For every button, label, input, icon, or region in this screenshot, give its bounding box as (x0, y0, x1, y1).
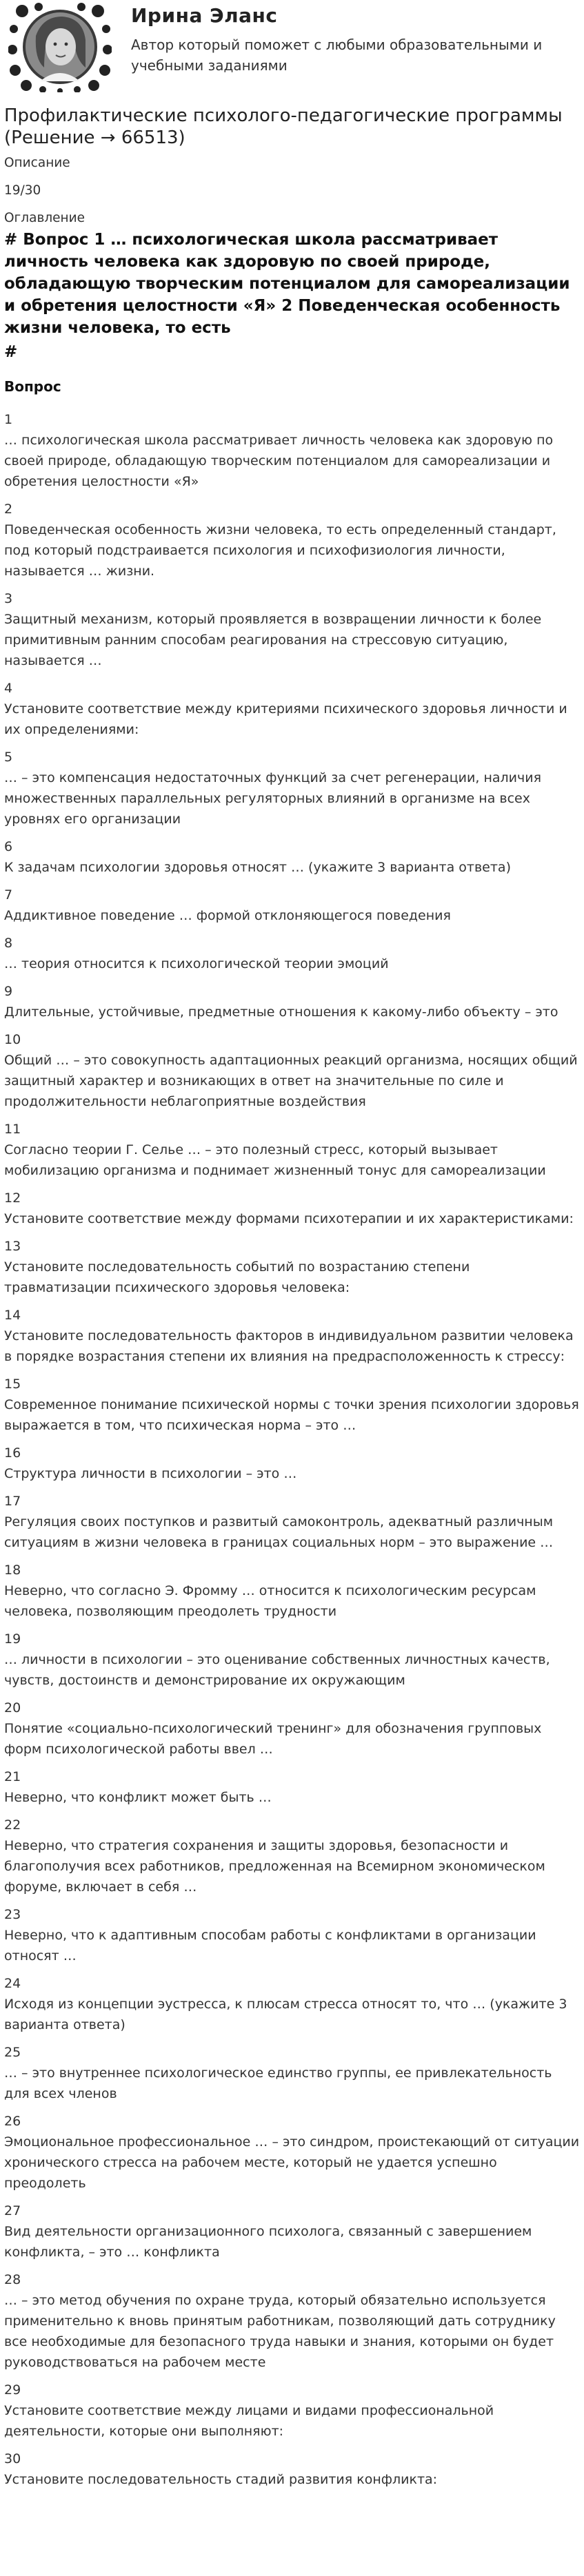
question-item (4, 1491, 580, 1553)
question-text: … – это метод обучения по охране труда, который обязательно используется применительно к вновь принятым работникам, позволяющий дать сотруднику все необходимые для безопасного труда навыки и знания, которыми он будет руководствоваться на рабочем месте (4, 2293, 556, 2370)
question-number: 27 (4, 2203, 21, 2218)
question-item (4, 1815, 580, 1897)
question-item (4, 1029, 580, 1112)
question-number: 11 (4, 1122, 21, 1137)
question-number: 3 (4, 591, 13, 606)
question-text: Эмоциональное профессиональное … – это синдром, проистекающий от ситуации хронического стресса на рабочем месте, который не удается успешно преодолеть (4, 2134, 580, 2191)
question-number: 9 (4, 984, 13, 999)
question-item (4, 933, 580, 974)
question-item (4, 1766, 580, 1808)
question-item (4, 499, 580, 581)
hash-heading: # (4, 343, 18, 361)
question-item (4, 409, 580, 492)
question-item (4, 2449, 580, 2490)
question-text: Общий … – это совокупность адаптационных реакций организма, носящих общий защитный характер и возникающих в ответ на значительные по силе и продолжительности неблагоприятные воздействия (4, 1053, 578, 1109)
question-item (4, 2380, 580, 2442)
question-text: … личности в психологии – это оценивание собственных личностных качеств, чувств, достоинств и демонстрирование их окружающим (4, 1652, 550, 1688)
question-number: 30 (4, 2451, 21, 2466)
author-name[interactable]: Ирина Эланс (131, 4, 278, 27)
question-number: 21 (4, 1769, 21, 1784)
question-number: 5 (4, 750, 13, 765)
author-header (4, 0, 580, 96)
question-number: 1 (4, 412, 13, 427)
question-item (4, 2111, 580, 2194)
question-item (4, 1629, 580, 1691)
question-text: Неверно, что к адаптивным способам работы с конфликтами в организации относят … (4, 1928, 536, 1964)
question-text: Установите соответствие между лицами и видами профессиональной деятельности, которые они выполняют: (4, 2403, 494, 2439)
question-item (4, 1119, 580, 1181)
question-text: Регуляция своих поступков и развитый самоконтроль, адекватный различным ситуациям в жизни человека в границах социальных норм – это выражение … (4, 1514, 554, 1550)
question-number: 10 (4, 1032, 21, 1047)
question-item (4, 1443, 580, 1484)
question-item (4, 885, 580, 926)
question-text: Структура личности в психологии – это … (4, 1466, 297, 1481)
question-item (4, 1188, 580, 1229)
question-item (4, 981, 580, 1022)
question-text: Вид деятельности организационного психолога, связанный с завершением конфликта, – это … конфликта (4, 2224, 532, 2260)
question-number: 12 (4, 1191, 21, 1206)
question-text: Понятие «социально-психологический тренинг» для обозначения групповых форм психологической работы ввел … (4, 1721, 542, 1757)
question-item (4, 1560, 580, 1622)
question-number: 15 (4, 1377, 21, 1392)
question-item (4, 836, 580, 878)
question-number: 14 (4, 1308, 21, 1323)
question-item (4, 1698, 580, 1760)
question-text: … психологическая школа рассматривает личность человека как здоровую по своей природе, обладающую творческим потенциалом для самореализации и обретения целостности «Я» (4, 433, 554, 489)
question-list (4, 409, 580, 2490)
question-text: Поведенческая особенность жизни человека, то есть определенный стандарт, под который подстраивается психология и психофизиология личности, называется … жизни. (4, 522, 556, 579)
question-item (4, 1904, 580, 1966)
question-text: Согласно теории Г. Селье … – это полезный стресс, который вызывает мобилизацию организма и поднимает жизненный тонус для самореализации (4, 1142, 546, 1178)
question-number: 8 (4, 936, 13, 951)
toc-heading[interactable]: # Вопрос 1 … психологическая школа рассматривает личность человека как здоровую по своей природе, обладающую творческим потенциалом для самореализации и обретения целостности «Я» 2 Поведенческая особенность жизни человека, то есть (4, 231, 570, 337)
question-number: 13 (4, 1239, 21, 1254)
question-number: 24 (4, 1976, 21, 1991)
question-item (4, 1236, 580, 1298)
question-item (4, 1973, 580, 2035)
question-item (4, 1374, 580, 1436)
progress-counter: 19/30 (4, 183, 41, 198)
question-number: 23 (4, 1907, 21, 1922)
question-item (4, 2042, 580, 2104)
question-text: Защитный механизм, который проявляется в возвращении личности к более примитивным ранним способам реагирования на стрессовую ситуацию, называется … (4, 612, 542, 668)
question-number: 18 (4, 1563, 21, 1578)
page-title: Профилактические психолого-педагогические программы (Решение → 66513) (4, 105, 563, 148)
question-number: 7 (4, 887, 13, 903)
question-text: Неверно, что согласно Э. Фромму … относится к психологическим ресурсам человека, позволяющим преодолеть трудности (4, 1583, 536, 1619)
question-text: Аддиктивное поведение … формой отклоняющегося поведения (4, 908, 451, 923)
question-text: … – это внутреннее психологическое единство группы, ее привлекательность для всех членов (4, 2065, 552, 2101)
question-number: 17 (4, 1494, 21, 1509)
question-item (4, 678, 580, 740)
question-text: Длительные, устойчивые, предметные отношения к какому-либо объекту – это (4, 1004, 558, 1020)
toc-label: Оглавление (4, 211, 85, 225)
question-text: Установите последовательность стадий развития конфликта: (4, 2472, 438, 2487)
question-text: Современное понимание психической нормы с точки зрения психологии здоровья выражается в том, что психическая норма – это … (4, 1397, 579, 1433)
question-number: 6 (4, 839, 13, 854)
question-number: 29 (4, 2382, 21, 2398)
question-number: 22 (4, 1817, 21, 1833)
question-number: 28 (4, 2272, 21, 2287)
question-number: 4 (4, 681, 13, 696)
question-text: К задачам психологии здоровья относят … (укажите 3 варианта ответа) (4, 860, 511, 875)
question-number: 20 (4, 1700, 21, 1715)
question-item (4, 588, 580, 671)
question-text: Установите соответствие между критериями психического здоровья личности и их определениями: (4, 701, 567, 737)
question-text: Установите соответствие между формами психотерапии и их характеристиками: (4, 1211, 574, 1226)
question-number: 19 (4, 1631, 21, 1647)
question-item (4, 1305, 580, 1367)
question-text: … – это компенсация недостаточных функций за счет регенерации, наличия множественных параллельных регуляторных влияний в организме на всех уровнях его организации (4, 770, 542, 827)
question-item (4, 2201, 580, 2263)
question-number: 16 (4, 1445, 21, 1461)
question-number: 26 (4, 2114, 21, 2129)
question-heading: Вопрос (4, 378, 61, 395)
question-text: … теория относится к психологической теории эмоций (4, 956, 389, 971)
author-avatar[interactable] (8, 1, 112, 92)
question-item (4, 2269, 580, 2373)
question-text: Неверно, что конфликт может быть … (4, 1790, 272, 1805)
question-number: 2 (4, 502, 13, 517)
question-text: Неверно, что стратегия сохранения и защиты здоровья, безопасности и благополучия всех работников, предложенная на Всемирном экономическом форуме, включает в себя … (4, 1838, 545, 1895)
question-number: 25 (4, 2045, 21, 2060)
question-item (4, 747, 580, 830)
question-text: Установите последовательность событий по возрастанию степени травматизации психического здоровья человека: (4, 1259, 470, 1295)
question-text: Установите последовательность факторов в индивидуальном развитии человека в порядке возрастания степени их влияния на предрасположенность к стрессу: (4, 1328, 574, 1364)
author-description: Автор который поможет с любыми образовательными и учебными заданиями (131, 37, 543, 74)
question-text: Исходя из концепции эустресса, к плюсам стресса относят то, что … (укажите 3 варианта ответа) (4, 1997, 567, 2032)
description-label: Описание (4, 156, 70, 170)
